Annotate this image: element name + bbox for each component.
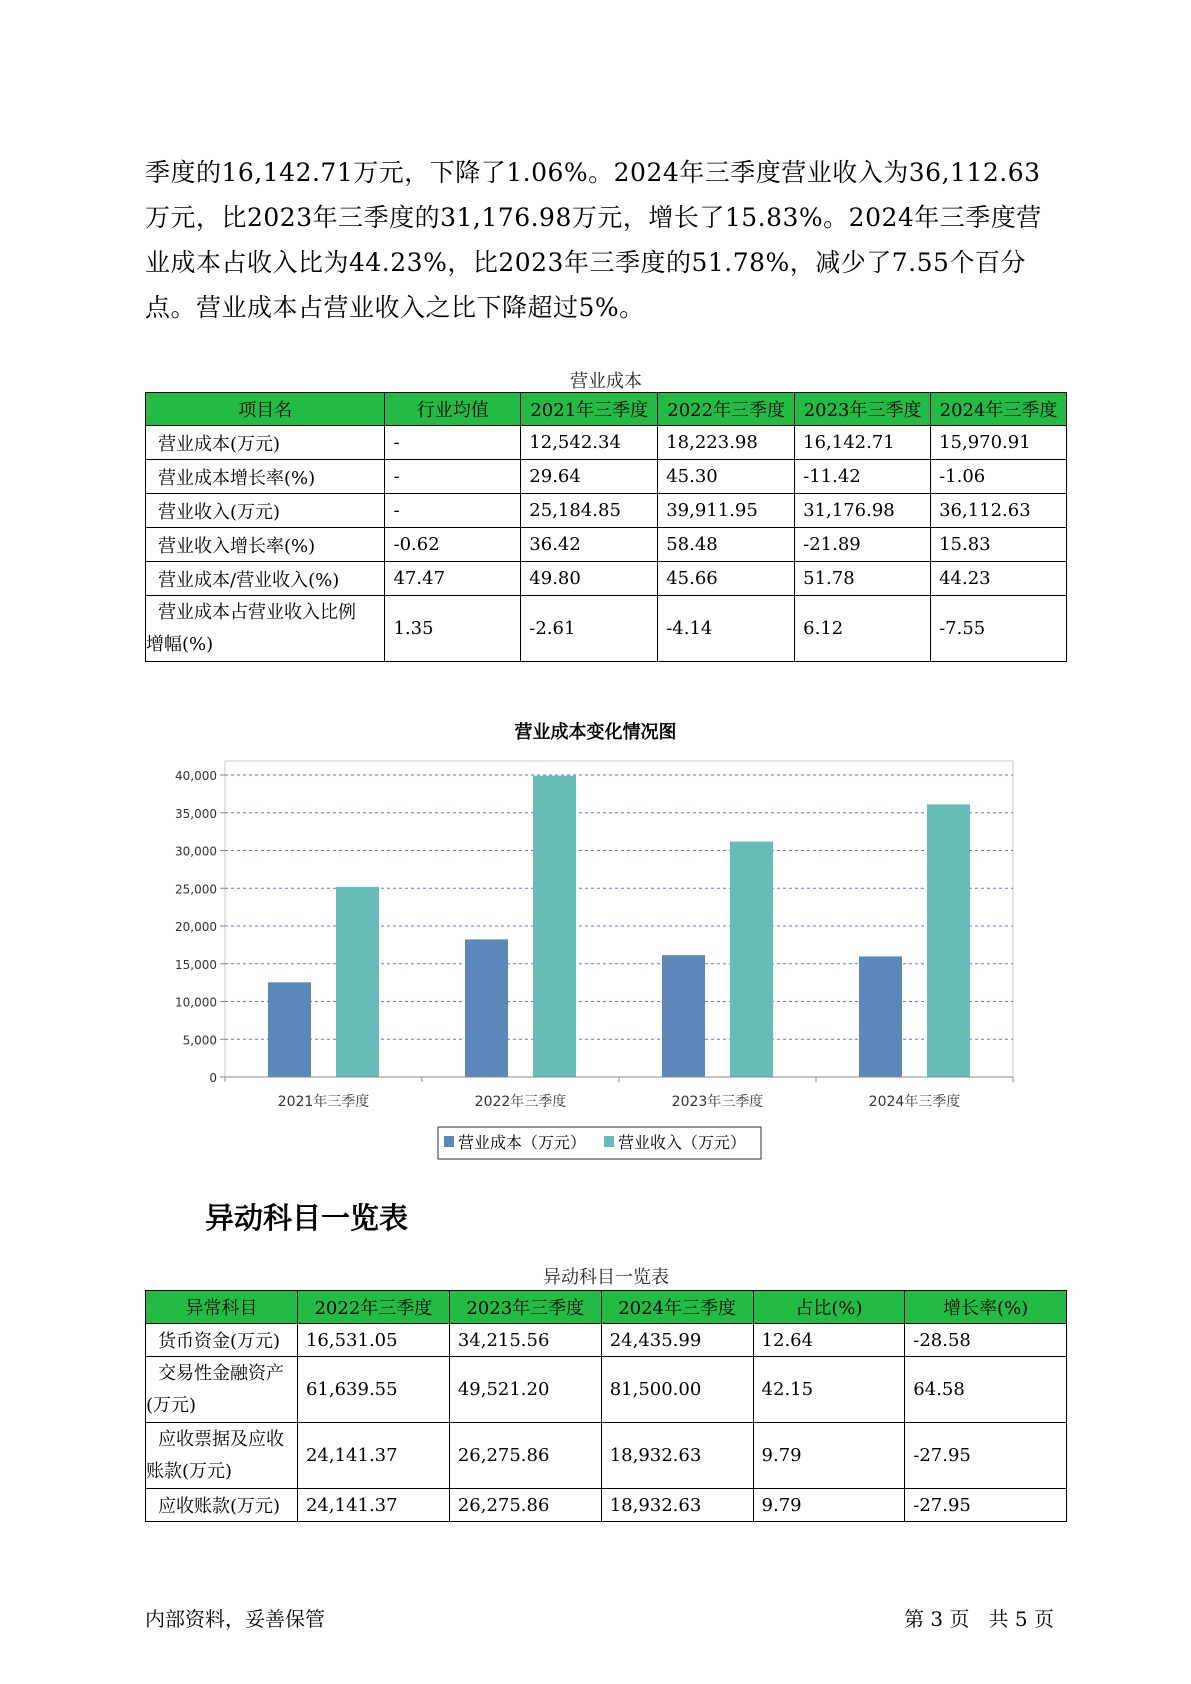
y-tick-label: 20,000 bbox=[175, 920, 217, 934]
table-row bbox=[146, 1324, 1067, 1357]
row-label-line: 账款(万元) bbox=[146, 1460, 233, 1482]
y-tick-label: 10,000 bbox=[175, 995, 217, 1010]
header-cell: 行业均值 bbox=[385, 393, 521, 426]
table-cell: 9.79 bbox=[753, 1423, 905, 1489]
header-cell: 2024年三季度 bbox=[601, 1291, 753, 1324]
row-label: 营业成本(万元) bbox=[146, 426, 385, 460]
table-cell: 58.48 bbox=[658, 528, 795, 562]
footer-left: 内部资料，妥善保管 bbox=[145, 1607, 325, 1631]
table-cell: 26,275.86 bbox=[449, 1489, 601, 1522]
header-cell: 占比(%) bbox=[753, 1291, 905, 1324]
table-cell: 81,500.00 bbox=[601, 1357, 753, 1423]
table-cell: -0.62 bbox=[385, 528, 521, 562]
bar-cost bbox=[268, 982, 311, 1077]
table-cell: 12.64 bbox=[753, 1324, 905, 1357]
paragraph-line: 万元，比2023年三季度的31,176.98万元，增长了15.83%。2024年三季度营 bbox=[145, 203, 1042, 232]
row-label-line: 营业成本占营业收入比例 bbox=[158, 601, 356, 623]
header-cell: 2023年三季度 bbox=[795, 393, 931, 426]
y-tick-label: 40,000 bbox=[175, 769, 217, 783]
table-cell: -21.89 bbox=[795, 528, 931, 562]
x-tick-label: 2021年三季度 bbox=[277, 1094, 370, 1110]
table-cell: 51.78 bbox=[795, 562, 931, 596]
chart-legend bbox=[438, 1127, 761, 1159]
table-row bbox=[146, 1357, 1067, 1423]
legend-label-cost: 营业成本（万元） bbox=[458, 1133, 587, 1152]
bar-cost bbox=[662, 955, 705, 1077]
table-row bbox=[146, 1489, 1067, 1522]
x-tick-label: 2022年三季度 bbox=[474, 1094, 567, 1110]
table-cell: 36.42 bbox=[521, 528, 658, 562]
row-label: 应收账款(万元) bbox=[146, 1489, 298, 1522]
table-cell: -4.14 bbox=[658, 596, 795, 662]
table1-caption: 营业成本 bbox=[570, 371, 642, 392]
table-row bbox=[146, 1423, 1067, 1489]
row-label-line: (万元) bbox=[146, 1394, 197, 1416]
bar-revenue bbox=[336, 887, 379, 1077]
table-cell: - bbox=[385, 494, 521, 528]
footer-page-number: 第 3 页 共 5 页 bbox=[904, 1607, 1054, 1631]
table-cell: 25,184.85 bbox=[521, 494, 658, 528]
table-cell: -2.61 bbox=[521, 596, 658, 662]
table-cell: -11.42 bbox=[795, 460, 931, 494]
table-cell: 18,223.98 bbox=[658, 426, 795, 460]
table-cell: 18,932.63 bbox=[601, 1489, 753, 1522]
row-label-line: 交易性金融资产 bbox=[158, 1362, 284, 1384]
row-label-line: 应收票据及应收 bbox=[158, 1428, 284, 1450]
y-tick-label: 25,000 bbox=[175, 882, 217, 897]
table-cell: -28.58 bbox=[905, 1324, 1067, 1357]
table-cell: 42.15 bbox=[753, 1357, 905, 1423]
header-cell: 异常科目 bbox=[146, 1291, 298, 1324]
bar-revenue bbox=[730, 842, 773, 1077]
x-tick-label: 2023年三季度 bbox=[671, 1094, 764, 1110]
y-tick-label: 30,000 bbox=[175, 844, 217, 859]
table-cell: 6.12 bbox=[795, 596, 931, 662]
header-cell: 2021年三季度 bbox=[521, 393, 658, 426]
header-cell: 2023年三季度 bbox=[449, 1291, 601, 1324]
header-cell: 2024年三季度 bbox=[931, 393, 1067, 426]
table-cell: 45.30 bbox=[658, 460, 795, 494]
bar-cost bbox=[465, 939, 508, 1077]
table-cell: 26,275.86 bbox=[449, 1423, 601, 1489]
table-cell: 39,911.95 bbox=[658, 494, 795, 528]
bar-cost bbox=[859, 956, 902, 1077]
table-cell: 34,215.56 bbox=[449, 1324, 601, 1357]
table-cell: -27.95 bbox=[905, 1489, 1067, 1522]
table-cell: 24,141.37 bbox=[297, 1489, 449, 1522]
y-tick-label: 0 bbox=[209, 1071, 217, 1085]
row-label bbox=[146, 1357, 298, 1423]
table-cell: 64.58 bbox=[905, 1357, 1067, 1423]
row-label: 货币资金(万元) bbox=[146, 1324, 298, 1357]
table-cell: - bbox=[385, 460, 521, 494]
legend-swatch-cost bbox=[444, 1136, 454, 1147]
table-cell: 16,142.71 bbox=[795, 426, 931, 460]
bar-revenue bbox=[533, 776, 576, 1077]
table-cell: 36,112.63 bbox=[931, 494, 1067, 528]
paragraph-line: 业成本占收入比为44.23%，比2023年三季度的51.78%，减少了7.55个百分 bbox=[145, 248, 1026, 277]
row-label: 营业成本增长率(%) bbox=[146, 460, 385, 494]
table2-caption: 异动科目一览表 bbox=[543, 1267, 669, 1288]
y-tick-label: 35,000 bbox=[175, 806, 217, 821]
table-cell: 15,970.91 bbox=[931, 426, 1067, 460]
table-cell: 1.35 bbox=[385, 596, 521, 662]
table-cell: -7.55 bbox=[931, 596, 1067, 662]
table-cell: - bbox=[385, 426, 521, 460]
table-cell: 15.83 bbox=[931, 528, 1067, 562]
table-cell: 12,542.34 bbox=[521, 426, 658, 460]
table-cell: 18,932.63 bbox=[601, 1423, 753, 1489]
table-cell: 47.47 bbox=[385, 562, 521, 596]
row-label: 营业成本/营业收入(%) bbox=[146, 562, 385, 596]
table-cell: 29.64 bbox=[521, 460, 658, 494]
table-cell: 45.66 bbox=[658, 562, 795, 596]
row-label: 营业收入增长率(%) bbox=[146, 528, 385, 562]
table-header-row bbox=[146, 1291, 1067, 1324]
section-heading: 异动科目一览表 bbox=[205, 1201, 409, 1235]
table-cell: 9.79 bbox=[753, 1489, 905, 1522]
legend-swatch-revenue bbox=[604, 1136, 614, 1147]
table-cell: -27.95 bbox=[905, 1423, 1067, 1489]
bar-revenue bbox=[927, 804, 970, 1077]
paragraph-line: 季度的16,142.71万元，下降了1.06%。2024年三季度营业收入为36,112.63 bbox=[145, 158, 1041, 187]
paragraph-line: 点。营业成本占营业收入之比下降超过5%。 bbox=[145, 293, 645, 322]
header-cell: 2022年三季度 bbox=[297, 1291, 449, 1324]
header-cell: 项目名 bbox=[146, 393, 385, 426]
table-cell: 16,531.05 bbox=[297, 1324, 449, 1357]
row-label-line: 增幅(%) bbox=[146, 633, 214, 655]
row-label bbox=[146, 1423, 298, 1489]
x-tick-label: 2024年三季度 bbox=[868, 1094, 961, 1110]
table-cell: 44.23 bbox=[931, 562, 1067, 596]
chart-title: 营业成本变化情况图 bbox=[514, 722, 677, 743]
table-cell: 24,141.37 bbox=[297, 1423, 449, 1489]
table-cell: -1.06 bbox=[931, 460, 1067, 494]
header-cell: 增长率(%) bbox=[905, 1291, 1067, 1324]
y-tick-label: 5,000 bbox=[182, 1033, 217, 1048]
legend-label-revenue: 营业收入（万元） bbox=[618, 1133, 747, 1152]
abnormal-items-table bbox=[145, 1290, 1067, 1522]
table-cell: 49,521.20 bbox=[449, 1357, 601, 1423]
table-cell: 24,435.99 bbox=[601, 1324, 753, 1357]
table-cell: 61,639.55 bbox=[297, 1357, 449, 1423]
row-label: 营业收入(万元) bbox=[146, 494, 385, 528]
y-tick-label: 15,000 bbox=[175, 957, 217, 972]
table-cell: 49.80 bbox=[521, 562, 658, 596]
header-cell: 2022年三季度 bbox=[658, 393, 795, 426]
table-cell: 31,176.98 bbox=[795, 494, 931, 528]
